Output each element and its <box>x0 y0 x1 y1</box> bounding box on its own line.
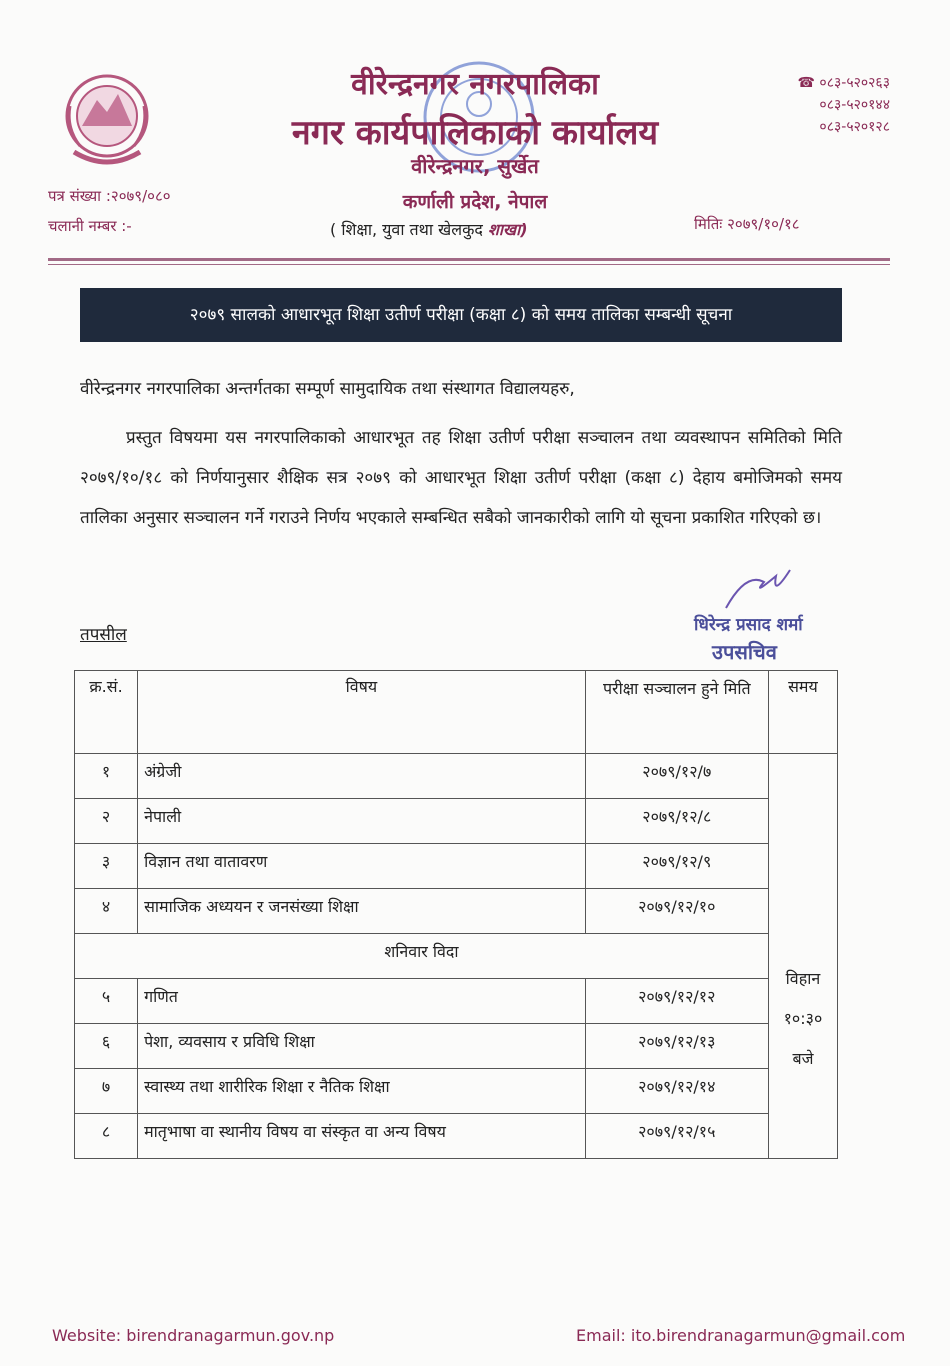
row-subject: गणित <box>138 979 586 1024</box>
office-location: वीरेन्द्रनगर, सुर्खेत <box>411 154 539 178</box>
row-sn: ७ <box>75 1069 138 1114</box>
letter-date: मितिः २०७९/१०/१८ <box>694 215 800 233</box>
row-sn: ५ <box>75 979 138 1024</box>
municipality-name: वीरेन्द्रनगर नगरपालिका <box>351 67 599 102</box>
row-date: २०७९/१२/७ <box>585 754 768 799</box>
notice-body: प्रस्तुत विषयमा यस नगरपालिकाको आधारभूत तह शिक्षा उतीर्ण परीक्षा सञ्चालन तथा व्यवस्थापन समितिको मिति २०७९/१०/१८ को निर्णयानुसार शैक्षिक सत्र २०७९ को आधारभूत शिक्षा उतीर्ण परीक्षा (कक्षा ८) देहाय बमोजिमको समय तालिका अनुसार सञ्चालन गर्ने गराउने निर्णय भएकाले सम्बन्धित सबैको जानकारीको लागि यो सूचना प्रकाशित गरिएको छ। <box>80 428 842 528</box>
letter-number: पत्र संख्या :२०७९/०८० <box>48 187 171 205</box>
row-date: २०७९/१२/१५ <box>585 1114 768 1159</box>
row-subject: पेशा, व्यवसाय र प्रविधि शिक्षा <box>138 1024 586 1069</box>
row-sn: ४ <box>75 889 138 934</box>
phone-number: ☎ ०८३-५२०२६३ <box>797 75 890 91</box>
addressee: वीरेन्द्रनगर नगरपालिका अन्तर्गतका सम्पूर्ण सामुदायिक तथा संस्थागत विद्यालयहरु, <box>80 379 575 399</box>
header-time: समय <box>768 671 837 754</box>
table-row <box>75 844 838 889</box>
signatory-title: उपसचिव <box>712 640 777 664</box>
row-subject: सामाजिक अध्ययन र जनसंख्या शिक्षा <box>138 889 586 934</box>
time-cell <box>768 754 837 1159</box>
signatory-name: धिरेन्द्र प्रसाद शर्मा <box>694 615 803 635</box>
phone-number: ०८३-५२०१४४ <box>819 97 890 113</box>
row-subject: स्वास्थ्य तथा शारीरिक शिक्षा र नैतिक शिक्षा <box>138 1069 586 1114</box>
branch-line <box>330 218 528 240</box>
holiday-note: शनिवार विदा <box>75 934 769 979</box>
office-name: नगर कार्यपालिकाको कार्यालय <box>291 113 659 153</box>
row-subject: नेपाली <box>138 799 586 844</box>
header-divider-thin <box>48 264 890 265</box>
row-subject: अंग्रेजी <box>138 754 586 799</box>
header-date: परीक्षा सञ्चालन हुने मिति <box>585 671 768 754</box>
phone-number: ०८३-५२०१२८ <box>819 119 890 135</box>
branch-suffix: शाखा) <box>487 220 528 239</box>
time-line2: १०:३० <box>783 1009 823 1028</box>
row-date: २०७९/१२/९ <box>585 844 768 889</box>
footer-email: Email: ito.birendranagarmun@gmail.com <box>576 1326 906 1345</box>
phone-icon: ☎ <box>797 75 820 91</box>
header-subject: विषय <box>138 671 586 754</box>
header-divider <box>48 258 890 261</box>
table-row <box>75 1114 838 1159</box>
details-label: तपसील <box>80 625 127 645</box>
table-row <box>75 1069 838 1114</box>
header-sn: क्र.सं. <box>75 671 138 754</box>
row-date: २०७९/१२/८ <box>585 799 768 844</box>
row-date: २०७९/१२/१३ <box>585 1024 768 1069</box>
branch-prefix: ( <box>330 220 337 239</box>
table-row <box>75 889 838 934</box>
notice-title: २०७९ सालको आधारभूत शिक्षा उतीर्ण परीक्षा (कक्षा ८) को समय तालिका सम्बन्धी सूचना <box>80 288 842 342</box>
row-sn: ८ <box>75 1114 138 1159</box>
signature-scribble-icon <box>716 562 796 618</box>
dispatch-number: चलानी नम्बर :- <box>48 217 132 235</box>
row-subject: विज्ञान तथा वातावरण <box>138 844 586 889</box>
time-line3: बजे <box>792 1049 814 1068</box>
footer-website: Website: birendranagarmun.gov.np <box>52 1326 335 1345</box>
row-subject: मातृभाषा वा स्थानीय विषय वा संस्कृत वा अन्य विषय <box>138 1114 586 1159</box>
row-date: २०७९/१२/१२ <box>585 979 768 1024</box>
row-sn: ३ <box>75 844 138 889</box>
time-line1: विहान <box>785 969 821 988</box>
province-name: कर्णाली प्रदेश, नेपाल <box>402 191 548 213</box>
branch-name: शिक्षा, युवा तथा खेलकुद <box>341 220 483 239</box>
table-header-row <box>75 671 838 754</box>
row-sn: १ <box>75 754 138 799</box>
phone-numbers <box>772 72 890 138</box>
table-row <box>75 979 838 1024</box>
row-sn: ६ <box>75 1024 138 1069</box>
holiday-row <box>75 934 838 979</box>
row-sn: २ <box>75 799 138 844</box>
table-row <box>75 1024 838 1069</box>
table-row <box>75 799 838 844</box>
row-date: २०७९/१२/१० <box>585 889 768 934</box>
table-row <box>75 754 838 799</box>
row-date: २०७९/१२/१४ <box>585 1069 768 1114</box>
exam-schedule-table <box>74 670 838 1159</box>
